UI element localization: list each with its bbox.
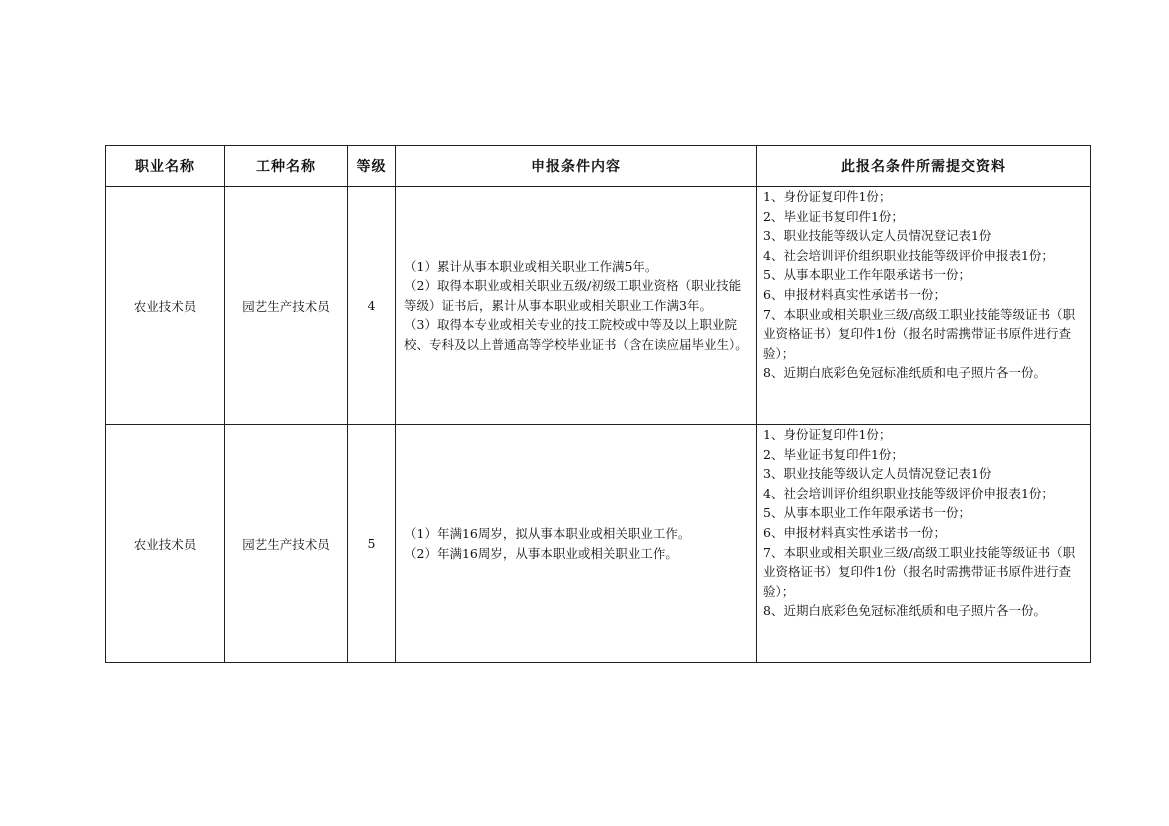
material-item: 2、毕业证书复印件1份； [763, 446, 904, 462]
material-item: 2、毕业证书复印件1份； [763, 208, 904, 224]
material-item: 7、本职业或相关职业三级/高级工职业技能等级证书（职业资格证书）复印件1份（报名时需携带证书原件进行查验）； [763, 306, 1076, 361]
requirements-table [105, 145, 1091, 663]
material-item: 4、社会培训评价组织职业技能等级评价申报表1份； [763, 485, 1054, 501]
material-item: 7、本职业或相关职业三级/高级工职业技能等级证书（职业资格证书）复印件1份（报名时需携带证书原件进行查验）； [763, 544, 1076, 599]
condition-item: （2）取得本职业或相关职业五级/初级工职业资格（职业技能等级）证书后，累计从事本职业或相关职业工作满3年。 [404, 278, 742, 313]
condition-item: （2）年满16周岁，从事本职业或相关职业工作。 [404, 545, 678, 561]
header-conditions: 申报条件内容 [396, 146, 757, 187]
materials-cell [757, 187, 1091, 425]
condition-item: （1）累计从事本职业或相关职业工作满5年。 [404, 258, 658, 274]
header-job-type: 工种名称 [225, 146, 348, 187]
table-row [106, 187, 1091, 425]
materials-cell [757, 425, 1091, 663]
condition-item: （3）取得本专业或相关专业的技工院校或中等及以上职业院校、专科及以上普通高等学校毕业证书（含在读应届毕业生）。 [404, 317, 748, 352]
job-type-cell: 园艺生产技术员 [225, 425, 348, 663]
material-item: 6、申报材料真实性承诺书一份； [763, 524, 946, 540]
occupation-cell: 农业技术员 [106, 187, 225, 425]
material-item: 4、社会培训评价组织职业技能等级评价申报表1份； [763, 247, 1054, 263]
material-item: 3、职业技能等级认定人员情况登记表1份 [763, 228, 992, 244]
header-materials: 此报名条件所需提交资料 [757, 146, 1091, 187]
level-cell: 4 [348, 187, 396, 425]
material-item: 1、身份证复印件1份； [763, 427, 892, 442]
material-item: 5、从事本职业工作年限承诺书一份； [763, 505, 971, 521]
table-row [106, 425, 1091, 663]
conditions-cell [396, 425, 757, 663]
job-type-cell: 园艺生产技术员 [225, 187, 348, 425]
material-item: 8、近期白底彩色免冠标准纸质和电子照片各一份。 [763, 603, 1046, 619]
material-item: 5、从事本职业工作年限承诺书一份； [763, 267, 971, 283]
occupation-cell: 农业技术员 [106, 425, 225, 663]
header-level: 等级 [348, 146, 396, 187]
header-row [106, 146, 1091, 187]
level-cell: 5 [348, 425, 396, 663]
material-item: 6、申报材料真实性承诺书一份； [763, 286, 946, 302]
material-item: 1、身份证复印件1份； [763, 189, 892, 204]
material-item: 3、职业技能等级认定人员情况登记表1份 [763, 466, 992, 482]
material-item: 8、近期白底彩色免冠标准纸质和电子照片各一份。 [763, 365, 1046, 381]
conditions-cell [396, 187, 757, 425]
condition-item: （1）年满16周岁，拟从事本职业或相关职业工作。 [404, 526, 691, 541]
header-occupation: 职业名称 [106, 146, 225, 187]
